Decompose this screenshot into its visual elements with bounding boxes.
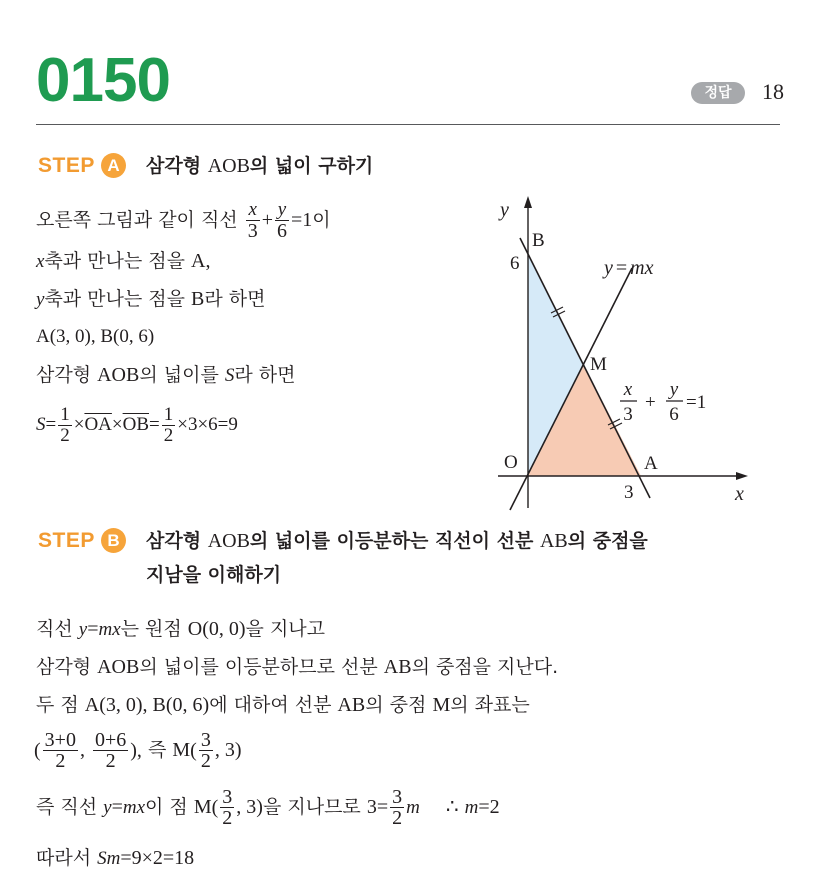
step-a-line-2: x축과 만나는 점을 A, (36, 250, 211, 272)
step-a-label: STEP (38, 154, 95, 177)
step-a-line-6: S= $\frac{1}{2}$ $\times\overline{OA}\times\overline{OB}=$ $\frac{1}{2}$ ×3×6=9 (36, 404, 238, 446)
step-a-line-5: 삼각형 AOB의 넓이를 S라 하면 (36, 364, 296, 386)
svg-text:+: + (645, 392, 656, 413)
coordinate-diagram (480, 190, 780, 520)
step-a-badge: A (101, 153, 126, 178)
y-axis-label: y (500, 199, 509, 221)
step-b-line-5: 즉 직선 y=mx이 점 M( $\frac{3}{2}$ , 3)을 지나므로 3= $\frac{3}{2}$ m ∴ m=2 (36, 786, 500, 829)
step-a-title: 삼각형 AOB의 넓이 구하기 (146, 155, 374, 177)
svg-text:x: x (623, 379, 633, 400)
answer-badge: 정답 (691, 82, 745, 104)
problem-number: 0150 (36, 46, 170, 115)
x-axis-arrow-icon (736, 472, 748, 480)
step-b-title-line-2: 지남을 이해하기 (146, 564, 282, 586)
step-b-line-6: 따라서 Sm=9×2=18 (36, 847, 195, 869)
step-b-line-3: 두 점 A(3, 0), B(0, 6)에 대하여 선분 AB의 중점 M의 좌표는 (36, 694, 530, 716)
y-axis-arrow-icon (524, 196, 532, 208)
svg-text:=1: =1 (686, 392, 707, 413)
step-b-line-2: 삼각형 AOB의 넓이를 이등분하므로 선분 AB의 중점을 지난다. (36, 656, 559, 678)
tick-6-label: 6 (510, 253, 520, 274)
step-b-badge: B (101, 528, 126, 553)
point-b-label: B (532, 230, 545, 251)
line-ab-equation (620, 379, 706, 425)
svg-text:y: y (669, 379, 679, 400)
step-a-line-3: y축과 만나는 점을 B라 하면 (36, 288, 266, 310)
point-a-label: A (644, 453, 658, 474)
svg-text:3: 3 (623, 404, 633, 425)
tick-3-label: 3 (624, 482, 634, 503)
step-b-line-4: ( $\frac{3+0}{2}$ , $\frac{0+6}{2}$ ), 즉 M( $\frac{3}{2}$ , 3) (34, 729, 242, 772)
step-b-title-line-1: 삼각형 AOB의 넓이를 이등분하는 직선이 선분 AB의 중점을 (146, 530, 648, 552)
header-divider (36, 124, 780, 125)
origin-label: O (504, 452, 518, 473)
x-axis-label: x (735, 483, 744, 505)
line-y-mx-label: y = mx (604, 257, 654, 279)
point-m-label: M (590, 354, 607, 375)
answer-value: 18 (762, 79, 784, 104)
step-a-line-4: A(3, 0), B(0, 6) (36, 326, 155, 347)
step-b-label: STEP (38, 529, 95, 552)
step-b-line-1: 직선 y=mx는 원점 O(0, 0)을 지나고 (36, 618, 326, 640)
svg-text:6: 6 (669, 404, 679, 425)
step-a-line-1: 오른쪽 그림과 같이 직선 $\frac{x}{3}$ + $\frac{y}{6}$ =1이 (36, 199, 331, 242)
